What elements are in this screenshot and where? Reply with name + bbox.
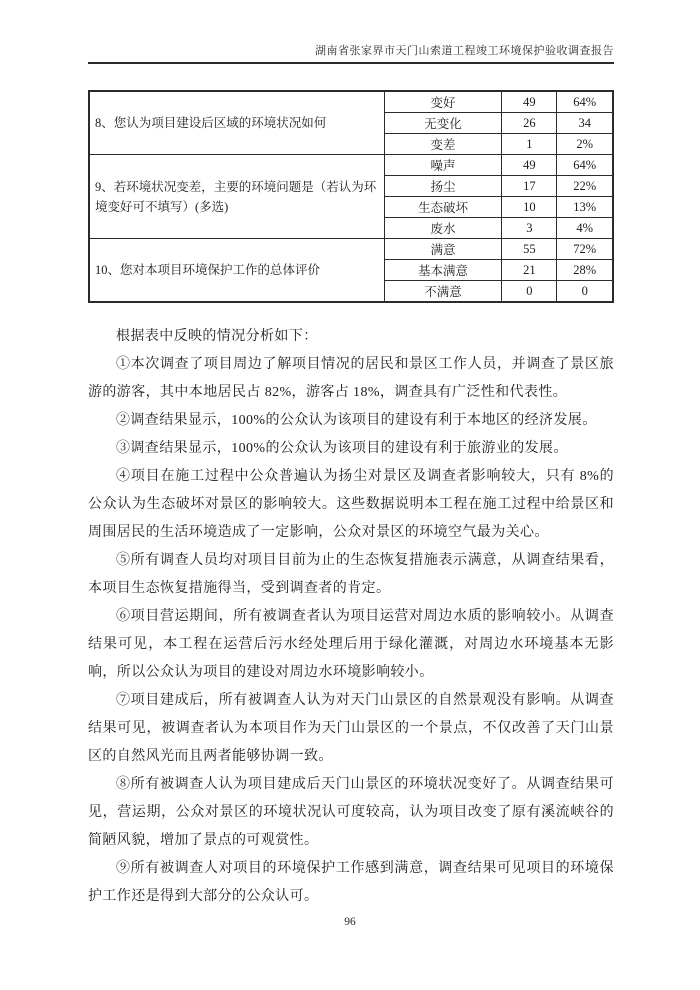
analysis-paragraph: ④项目在施工过程中公众普遍认为扬尘对景区及调查者影响较大，只有 8%的公众认为生态破坏对景区的影响较大。这些数据说明本工程在施工过程中给景区和周围居民的生活环境造成了一定影响，公众对景区的环境空气最为关心。 xyxy=(88,469,614,540)
count-cell: 10 xyxy=(502,197,557,218)
percent-cell: 22% xyxy=(557,176,613,197)
page-content xyxy=(88,0,614,911)
count-cell: 26 xyxy=(502,113,557,134)
count-cell: 3 xyxy=(502,218,557,239)
percent-cell: 72% xyxy=(557,239,613,260)
percent-cell: 28% xyxy=(557,260,613,281)
percent-cell: 0 xyxy=(557,281,613,303)
option-cell: 无变化 xyxy=(384,113,502,134)
page-footer xyxy=(0,912,700,930)
option-cell: 生态破坏 xyxy=(384,197,502,218)
analysis-paragraph: ①本次调查了项目周边了解项目情况的居民和景区工作人员，并调查了景区旅游的游客，其中本地居民占 82%，游客占 18%，调查具有广泛性和代表性。 xyxy=(88,357,614,400)
count-cell: 49 xyxy=(502,91,557,113)
analysis-paragraph: ②调查结果显示，100%的公众认为该项目的建设有利于本地区的经济发展。 xyxy=(116,413,597,428)
option-cell: 不满意 xyxy=(384,281,502,303)
question-cell: 10、您对本项目环境保护工作的总体评价 xyxy=(89,239,384,303)
header-title: 湖南省张家界市天门山索道工程竣工环境保护验收调查报告 xyxy=(315,45,614,57)
count-cell: 0 xyxy=(502,281,557,303)
table-row xyxy=(89,155,613,176)
option-cell: 扬尘 xyxy=(384,176,502,197)
option-cell: 基本满意 xyxy=(384,260,502,281)
count-cell: 1 xyxy=(502,134,557,155)
percent-cell: 13% xyxy=(557,197,613,218)
percent-cell: 2% xyxy=(557,134,613,155)
analysis-paragraph: ⑧所有被调查人认为项目建成后天门山景区的环境状况变好了。从调查结果可见，营运期，公众对景区的环境状况认可度较高，认为项目改变了原有溪流峡谷的简陋风貌，增加了景点的可观赏性。 xyxy=(88,777,614,848)
table-row xyxy=(89,239,613,260)
count-cell: 17 xyxy=(502,176,557,197)
analysis-paragraph: ⑨所有被调查人对项目的环境保护工作感到满意，调查结果可见项目的环境保护工作还是得到大部分的公众认可。 xyxy=(88,861,614,904)
analysis-intro: 根据表中反映的情况分析如下： xyxy=(116,329,318,344)
option-cell: 变差 xyxy=(384,134,502,155)
analysis-paragraph: ⑥项目营运期间，所有被调查者认为项目运营对周边水质的影响较小。从调查结果可见，本工程在运营后污水经处理后用于绿化灌溉，对周边水环境基本无影响，所以公众认为项目的建设对周边水环境影响较小。 xyxy=(88,609,614,680)
count-cell: 55 xyxy=(502,239,557,260)
percent-cell: 4% xyxy=(557,218,613,239)
percent-cell: 64% xyxy=(557,91,613,113)
option-cell: 满意 xyxy=(384,239,502,260)
analysis-section xyxy=(88,323,614,911)
percent-cell: 34 xyxy=(557,113,613,134)
option-cell: 废水 xyxy=(384,218,502,239)
question-cell: 8、您认为项目建设后区域的环境状况如何 xyxy=(89,91,384,155)
page-number: 96 xyxy=(344,916,356,928)
analysis-paragraph: ⑤所有调查人员均对项目目前为止的生态恢复措施表示满意，从调查结果看，本项目生态恢复措施得当，受到调查者的肯定。 xyxy=(88,553,614,596)
option-cell: 变好 xyxy=(384,91,502,113)
analysis-paragraph: ③调查结果显示，100%的公众认为该项目的建设有利于旅游业的发展。 xyxy=(116,441,568,456)
question-cell: 9、若环境状况变差，主要的环境问题是（若认为环境变好可不填写）(多选) xyxy=(89,155,384,239)
analysis-paragraph: ⑦项目建成后，所有被调查人认为对天门山景区的自然景观没有影响。从调查结果可见，被调查者认为本项目作为天门山景区的一个景点，不仅改善了天门山景区的自然风光而且两者能够协调一致。 xyxy=(88,693,614,764)
page-header xyxy=(88,0,614,64)
count-cell: 49 xyxy=(502,155,557,176)
percent-cell: 64% xyxy=(557,155,613,176)
table-row xyxy=(89,91,613,113)
count-cell: 21 xyxy=(502,260,557,281)
survey-results-table xyxy=(88,90,614,303)
option-cell: 噪声 xyxy=(384,155,502,176)
